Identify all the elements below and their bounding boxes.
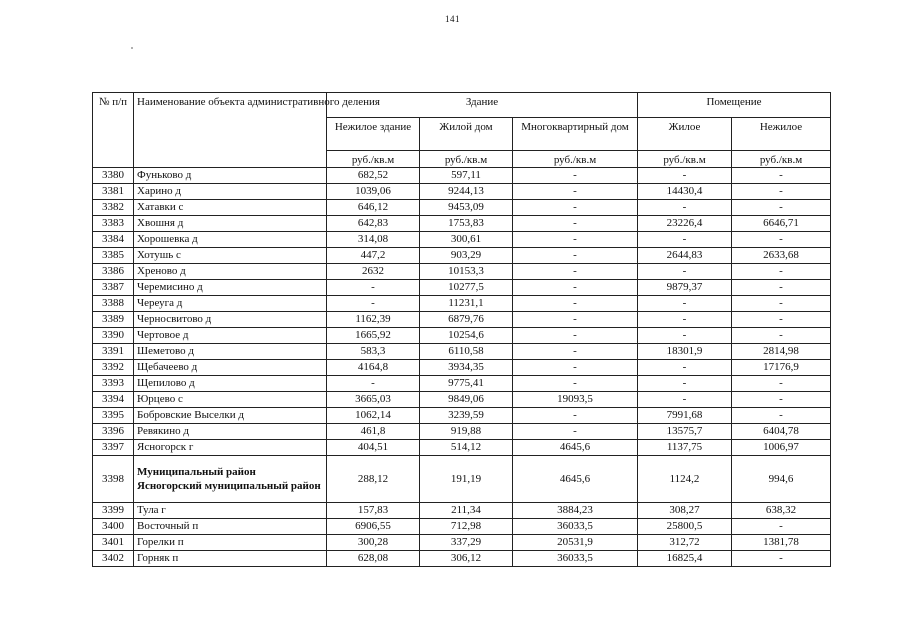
table-row <box>93 440 831 456</box>
nonresidential-building-value: 628,08 <box>327 551 420 567</box>
apartment-building-value: 20531,9 <box>513 535 638 551</box>
table-row <box>93 216 831 232</box>
residential-premises-value: 23226,4 <box>638 216 732 232</box>
nonresidential-premises-value: 17176,9 <box>732 360 831 376</box>
nonresidential-premises-value: - <box>732 168 831 184</box>
nonresidential-premises-value: - <box>732 280 831 296</box>
row-object-name: Щепилово д <box>134 376 327 392</box>
nonresidential-premises-value: - <box>732 232 831 248</box>
residential-house-value: 597,11 <box>420 168 513 184</box>
cadastral-value-table <box>92 92 831 567</box>
row-number: 3388 <box>93 296 134 312</box>
residential-premises-value: 25800,5 <box>638 519 732 535</box>
nonresidential-building-value: 404,51 <box>327 440 420 456</box>
residential-premises-value: - <box>638 168 732 184</box>
row-number: 3396 <box>93 424 134 440</box>
apartment-building-value: - <box>513 216 638 232</box>
residential-house-value: 191,19 <box>420 456 513 503</box>
residential-premises-value: - <box>638 312 732 328</box>
row-number: 3384 <box>93 232 134 248</box>
row-number: 3380 <box>93 168 134 184</box>
apartment-building-value: - <box>513 232 638 248</box>
table-row <box>93 184 831 200</box>
nonresidential-building-value: 646,12 <box>327 200 420 216</box>
residential-premises-value: 14430,4 <box>638 184 732 200</box>
nonresidential-building-value: 3665,03 <box>327 392 420 408</box>
residential-house-value: 712,98 <box>420 519 513 535</box>
apartment-building-value: - <box>513 184 638 200</box>
table-row <box>93 248 831 264</box>
row-object-name: Горелки п <box>134 535 327 551</box>
row-number: 3391 <box>93 344 134 360</box>
row-object-name: Щебачеево д <box>134 360 327 376</box>
residential-premises-value: 308,27 <box>638 503 732 519</box>
row-number: 3401 <box>93 535 134 551</box>
row-object-name: Чертовое д <box>134 328 327 344</box>
row-number: 3387 <box>93 280 134 296</box>
residential-house-value: 10254,6 <box>420 328 513 344</box>
residential-house-value: 3934,35 <box>420 360 513 376</box>
residential-house-value: 10153,3 <box>420 264 513 280</box>
row-object-name: Ясногорск г <box>134 440 327 456</box>
nonresidential-building-value: 2632 <box>327 264 420 280</box>
header-residential-premises: Жилое <box>638 118 732 151</box>
row-object-name: Хреново д <box>134 264 327 280</box>
table-body <box>93 168 831 567</box>
apartment-building-value: - <box>513 424 638 440</box>
row-object-name: Фуньково д <box>134 168 327 184</box>
table-row <box>93 280 831 296</box>
nonresidential-premises-value: 994,6 <box>732 456 831 503</box>
nonresidential-building-value: 682,52 <box>327 168 420 184</box>
nonresidential-building-value: - <box>327 376 420 392</box>
nonresidential-building-value: 4164,8 <box>327 360 420 376</box>
row-object-name: Харино д <box>134 184 327 200</box>
row-object-name: Бобровские Выселки д <box>134 408 327 424</box>
residential-house-value: 11231,1 <box>420 296 513 312</box>
residential-house-value: 903,29 <box>420 248 513 264</box>
row-object-name: Хатавки с <box>134 200 327 216</box>
nonresidential-building-value: 1162,39 <box>327 312 420 328</box>
row-object-name: Тула г <box>134 503 327 519</box>
nonresidential-premises-value: 1381,78 <box>732 535 831 551</box>
apartment-building-value: - <box>513 408 638 424</box>
nonresidential-premises-value: 1006,97 <box>732 440 831 456</box>
residential-premises-value: - <box>638 232 732 248</box>
nonresidential-building-value: - <box>327 280 420 296</box>
row-object-name: Хотушь с <box>134 248 327 264</box>
nonresidential-premises-value: - <box>732 408 831 424</box>
nonresidential-premises-value: - <box>732 392 831 408</box>
row-number: 3389 <box>93 312 134 328</box>
table-row <box>93 344 831 360</box>
row-object-name: Восточный п <box>134 519 327 535</box>
header-premises: Помещение <box>638 93 831 118</box>
residential-house-value: 6879,76 <box>420 312 513 328</box>
table-row <box>93 408 831 424</box>
residential-house-value: 514,12 <box>420 440 513 456</box>
nonresidential-building-value: 1062,14 <box>327 408 420 424</box>
row-number: 3398 <box>93 456 134 503</box>
apartment-building-value: - <box>513 200 638 216</box>
header-residential-house: Жилой дом <box>420 118 513 151</box>
scan-speck <box>131 47 133 49</box>
row-object-name: Хорошевка д <box>134 232 327 248</box>
residential-premises-value: - <box>638 392 732 408</box>
nonresidential-building-value: 300,28 <box>327 535 420 551</box>
residential-house-value: 211,34 <box>420 503 513 519</box>
apartment-building-value: 4645,6 <box>513 456 638 503</box>
residential-house-value: 9849,06 <box>420 392 513 408</box>
table-row <box>93 168 831 184</box>
row-number: 3397 <box>93 440 134 456</box>
row-object-name: Юрцево с <box>134 392 327 408</box>
row-object-name: Хвошня д <box>134 216 327 232</box>
apartment-building-value: - <box>513 280 638 296</box>
apartment-building-value: 36033,5 <box>513 551 638 567</box>
residential-premises-value: - <box>638 328 732 344</box>
nonresidential-premises-value: 638,32 <box>732 503 831 519</box>
nonresidential-building-value: 288,12 <box>327 456 420 503</box>
header-num: № п/п <box>93 93 134 168</box>
row-number: 3386 <box>93 264 134 280</box>
apartment-building-value: - <box>513 312 638 328</box>
apartment-building-value: 36033,5 <box>513 519 638 535</box>
table-row <box>93 232 831 248</box>
apartment-building-value: - <box>513 360 638 376</box>
residential-premises-value: 1137,75 <box>638 440 732 456</box>
table-row <box>93 551 831 567</box>
residential-premises-value: 18301,9 <box>638 344 732 360</box>
residential-premises-value: 9879,37 <box>638 280 732 296</box>
apartment-building-value: - <box>513 376 638 392</box>
page-number: 141 <box>445 14 460 24</box>
row-number: 3382 <box>93 200 134 216</box>
nonresidential-premises-value: - <box>732 264 831 280</box>
residential-house-value: 300,61 <box>420 232 513 248</box>
nonresidential-premises-value: 6404,78 <box>732 424 831 440</box>
row-object-name: Черносвитово д <box>134 312 327 328</box>
residential-house-value: 10277,5 <box>420 280 513 296</box>
residential-premises-value: - <box>638 296 732 312</box>
row-number: 3400 <box>93 519 134 535</box>
nonresidential-building-value: - <box>327 296 420 312</box>
unit-label: руб./кв.м <box>638 151 732 168</box>
row-number: 3395 <box>93 408 134 424</box>
row-number: 3383 <box>93 216 134 232</box>
residential-house-value: 919,88 <box>420 424 513 440</box>
nonresidential-premises-value: - <box>732 551 831 567</box>
apartment-building-value: - <box>513 168 638 184</box>
nonresidential-building-value: 461,8 <box>327 424 420 440</box>
nonresidential-building-value: 1039,06 <box>327 184 420 200</box>
nonresidential-premises-value: - <box>732 200 831 216</box>
row-object-name: Муниципальный район Ясногорский муниципальный район <box>134 456 327 503</box>
nonresidential-premises-value: - <box>732 328 831 344</box>
row-number: 3394 <box>93 392 134 408</box>
row-number: 3390 <box>93 328 134 344</box>
apartment-building-value: - <box>513 328 638 344</box>
residential-house-value: 3239,59 <box>420 408 513 424</box>
unit-label: руб./кв.м <box>420 151 513 168</box>
residential-premises-value: - <box>638 264 732 280</box>
nonresidential-building-value: 447,2 <box>327 248 420 264</box>
header-name: Наименование объекта административного деления <box>134 93 327 168</box>
nonresidential-premises-value: - <box>732 184 831 200</box>
row-number: 3393 <box>93 376 134 392</box>
nonresidential-premises-value: - <box>732 312 831 328</box>
residential-house-value: 306,12 <box>420 551 513 567</box>
nonresidential-building-value: 583,3 <box>327 344 420 360</box>
unit-label: руб./кв.м <box>327 151 420 168</box>
row-number: 3392 <box>93 360 134 376</box>
header-apartment-building: Многоквартирный дом <box>513 118 638 151</box>
nonresidential-building-value: 314,08 <box>327 232 420 248</box>
residential-premises-value: 7991,68 <box>638 408 732 424</box>
table-row <box>93 296 831 312</box>
table-row <box>93 264 831 280</box>
row-object-name: Черемисино д <box>134 280 327 296</box>
row-number: 3381 <box>93 184 134 200</box>
nonresidential-premises-value: - <box>732 296 831 312</box>
apartment-building-value: - <box>513 296 638 312</box>
table-row <box>93 376 831 392</box>
apartment-building-value: - <box>513 344 638 360</box>
nonresidential-premises-value: 2633,68 <box>732 248 831 264</box>
table-row <box>93 535 831 551</box>
apartment-building-value: 3884,23 <box>513 503 638 519</box>
residential-house-value: 9453,09 <box>420 200 513 216</box>
nonresidential-premises-value: 2814,98 <box>732 344 831 360</box>
apartment-building-value: - <box>513 248 638 264</box>
apartment-building-value: 19093,5 <box>513 392 638 408</box>
row-object-name: Ревякино д <box>134 424 327 440</box>
nonresidential-premises-value: 6646,71 <box>732 216 831 232</box>
residential-premises-value: - <box>638 200 732 216</box>
residential-premises-value: 2644,83 <box>638 248 732 264</box>
header-nonresidential-premises: Нежилое <box>732 118 831 151</box>
header-building: Здание <box>327 93 638 118</box>
residential-house-value: 9775,41 <box>420 376 513 392</box>
apartment-building-value: 4645,6 <box>513 440 638 456</box>
residential-premises-value: 312,72 <box>638 535 732 551</box>
table-row <box>93 312 831 328</box>
unit-label: руб./кв.м <box>513 151 638 168</box>
residential-premises-value: - <box>638 376 732 392</box>
row-number: 3385 <box>93 248 134 264</box>
nonresidential-premises-value: - <box>732 376 831 392</box>
table-row <box>93 519 831 535</box>
residential-house-value: 9244,13 <box>420 184 513 200</box>
header-nonresidential-building: Нежилое здание <box>327 118 420 151</box>
table-row <box>93 328 831 344</box>
row-object-name: Горняк п <box>134 551 327 567</box>
nonresidential-building-value: 642,83 <box>327 216 420 232</box>
nonresidential-building-value: 6906,55 <box>327 519 420 535</box>
row-object-name: Череуга д <box>134 296 327 312</box>
table-row <box>93 456 831 503</box>
residential-premises-value: 13575,7 <box>638 424 732 440</box>
table-row <box>93 503 831 519</box>
row-number: 3402 <box>93 551 134 567</box>
residential-house-value: 337,29 <box>420 535 513 551</box>
row-number: 3399 <box>93 503 134 519</box>
table-row <box>93 392 831 408</box>
residential-house-value: 6110,58 <box>420 344 513 360</box>
residential-premises-value: - <box>638 360 732 376</box>
row-object-name: Шеметово д <box>134 344 327 360</box>
apartment-building-value: - <box>513 264 638 280</box>
table-row <box>93 424 831 440</box>
unit-label: руб./кв.м <box>732 151 831 168</box>
residential-premises-value: 16825,4 <box>638 551 732 567</box>
nonresidential-premises-value: - <box>732 519 831 535</box>
nonresidential-building-value: 157,83 <box>327 503 420 519</box>
table-row <box>93 200 831 216</box>
nonresidential-building-value: 1665,92 <box>327 328 420 344</box>
table-row <box>93 360 831 376</box>
residential-premises-value: 1124,2 <box>638 456 732 503</box>
residential-house-value: 1753,83 <box>420 216 513 232</box>
